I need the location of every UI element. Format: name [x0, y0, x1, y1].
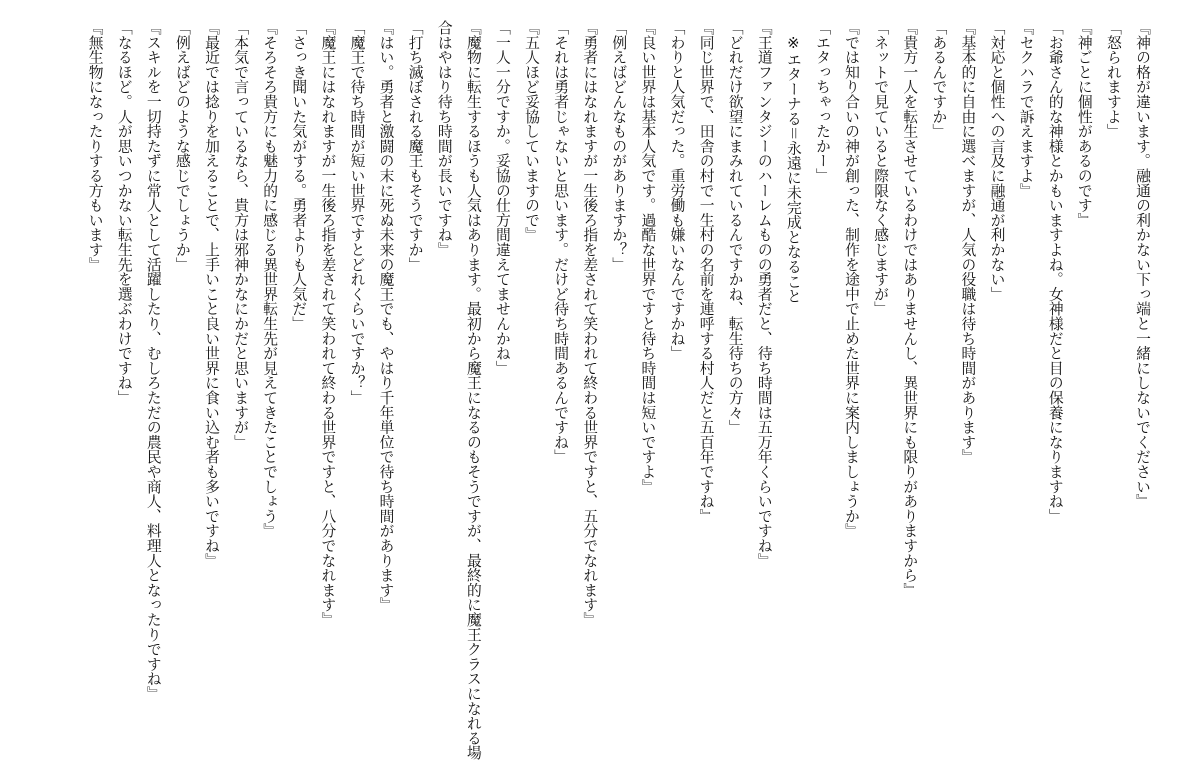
- text-line: 『無生物になったりする方もいます』: [86, 20, 104, 272]
- text-line: 「エタっちゃったかー」: [813, 20, 831, 183]
- text-line: 『神ごとに個性があるのです』: [1075, 20, 1093, 228]
- text-line: 「あるんですか」: [930, 20, 948, 139]
- text-line: 『勇者にはなれますが一生後ろ指を差されて笑われて終わる世界ですと、五分でなれます』: [581, 20, 599, 627]
- text-line: 『良い世界は基本人気です。過酷な世界ですと待ち時間は短いですよ』: [639, 20, 657, 494]
- text-line: 「ネットで見ていると際限なく感じますが」: [872, 20, 890, 316]
- text-line: 「どれだけ欲望にまみれているんですかね、転生待ちの方々」: [726, 20, 744, 435]
- text-line: 『はい。勇者と激闘の末に死ぬ未来の魔王でも、やはり千年単位で待ち時間があります』: [377, 20, 395, 612]
- vertical-text-page: [17, 20, 1157, 760]
- text-line: 『スキルを一切持たずに常人として活躍したり、むしろただの農民や商人、料理人となったりですね』: [144, 20, 162, 701]
- text-line: 「なるほど。人が思いつかない転生先を選ぶわけですね」: [115, 20, 133, 405]
- text-line: 『魔王にはなれますが一生後ろ指を差されて笑われて終わる世界ですと、八分でなれます』: [319, 20, 337, 627]
- text-line: 『五人ほど妥協していますので』: [523, 20, 541, 242]
- text-line: 『同じ世界で、田舎の村で一生村の名前を連呼する村人だと五百年ですね』: [697, 20, 715, 524]
- text-line: 「さっき聞いた気がする。勇者よりも人気だ」: [290, 20, 308, 331]
- text-line: 「本気で言っているなら、貴方は邪神かなにかだと思いますが」: [232, 20, 250, 450]
- text-line: 『王道ファンタジーのハーレムものの勇者だと、待ち時間は五万年くらいですね』: [755, 20, 773, 568]
- text-line: 「例えばどのような感じでしょうか」: [173, 20, 191, 272]
- text-line: 「それは勇者じゃないと思います。だけど待ち時間あるんですね」: [552, 20, 570, 464]
- text-line: 『セクハラで訴えますよ』: [1017, 20, 1035, 198]
- text-line: 『神の格が違います。融通の利かない下っ端と一緒にしないでください』: [1134, 20, 1151, 509]
- text-line: 『最近では捻りを加えることで、上手いこと良い世界に食い込む者も多いですね』: [203, 20, 220, 568]
- text-line: 『貴方一人を転生させているわけではありませんし、異世界にも限りがありますから』: [901, 20, 919, 598]
- text-line: 『魔物に転生するほうも人気はあります。最初から魔王になるのもそうですが、最終的に魔王クラスになれる場合はやはり待ち時間が長いですね』: [435, 20, 482, 760]
- text-line: 「魔王で待ち時間が短い世界ですとどれくらいですか？」: [348, 20, 366, 405]
- text-line: 『基本的に自由に選べますが、人気の役職は待ち時間があります』: [959, 20, 977, 464]
- text-line: 「打ち滅ぼされる魔王もそうですか」: [406, 20, 424, 272]
- text-line: 「わりと人気だった。重労働も嫌いなんですかね」: [668, 20, 686, 361]
- text-line: 「対応と個性への言及に融通が利かない」: [988, 20, 1006, 302]
- text-line: 「怒られますよ」: [1104, 20, 1122, 139]
- text-line: 『では知り合いの神が創った、制作を途中で止めた世界に案内しましょうか』: [843, 20, 861, 538]
- text-line: 「例えばどんなものがありますか？」: [610, 20, 628, 272]
- text-line: ※エターナる＝永遠に未完成となること: [784, 20, 802, 304]
- text-line: 「一人一分ですか。妥協の仕方間違えてませんかね」: [493, 20, 511, 376]
- text-line: 『そろそろ貴方にも魅力的に感じる異世界転生先が見えてきたことでしょう』: [261, 20, 279, 538]
- text-line: 「お爺さん的な神様とかもいますよね。女神様だと目の保養になりますね」: [1046, 20, 1064, 524]
